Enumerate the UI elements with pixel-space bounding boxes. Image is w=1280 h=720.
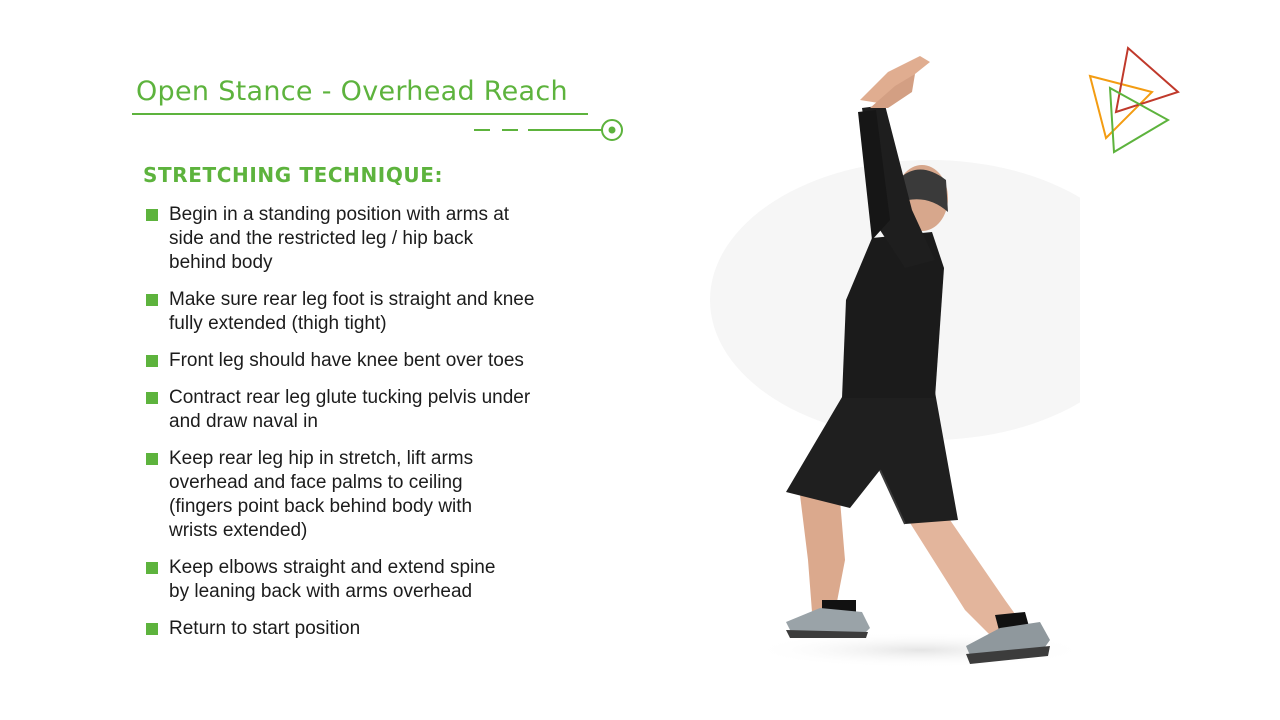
square-bullet-icon <box>146 294 158 306</box>
list-item <box>145 386 585 434</box>
step-line: side and the restricted leg / hip back <box>169 228 474 249</box>
list-item <box>145 617 585 641</box>
step-line: behind body <box>169 252 273 273</box>
step-line: and draw naval in <box>169 411 318 432</box>
exercise-photo <box>640 40 1080 700</box>
page-title: Open Stance - Overhead Reach <box>136 76 568 107</box>
list-item <box>145 349 585 373</box>
step-line: (fingers point back behind body with <box>169 496 473 517</box>
square-bullet-icon <box>146 623 158 635</box>
step-line: overhead and face palms to ceiling <box>169 472 463 493</box>
list-item <box>145 556 585 604</box>
step-line: Keep elbows straight and extend spine <box>169 557 496 578</box>
title-underline <box>0 0 640 150</box>
step-line: by leaning back with arms overhead <box>169 581 473 602</box>
step-line: Contract rear leg glute tucking pelvis under <box>169 387 531 408</box>
square-bullet-icon <box>146 209 158 221</box>
technique-steps-list <box>145 203 585 641</box>
square-bullet-icon <box>146 392 158 404</box>
step-line: Keep rear leg hip in stretch, lift arms <box>169 448 474 469</box>
list-item <box>145 447 585 543</box>
list-item <box>145 203 585 275</box>
list-item <box>145 288 585 336</box>
step-line: Return to start position <box>169 618 361 639</box>
section-heading: STRETCHING TECHNIQUE: <box>143 163 444 187</box>
square-bullet-icon <box>146 355 158 367</box>
target-circle-icon <box>602 120 622 140</box>
step-line: Front leg should have knee bent over toes <box>169 350 524 371</box>
square-bullet-icon <box>146 453 158 465</box>
square-bullet-icon <box>146 562 158 574</box>
overlapping-triangles-logo <box>1080 40 1190 160</box>
step-line: wrists extended) <box>169 520 308 541</box>
step-line: fully extended (thigh tight) <box>169 313 387 334</box>
step-line: Begin in a standing position with arms at <box>169 204 510 225</box>
step-line: Make sure rear leg foot is straight and knee <box>169 289 535 310</box>
